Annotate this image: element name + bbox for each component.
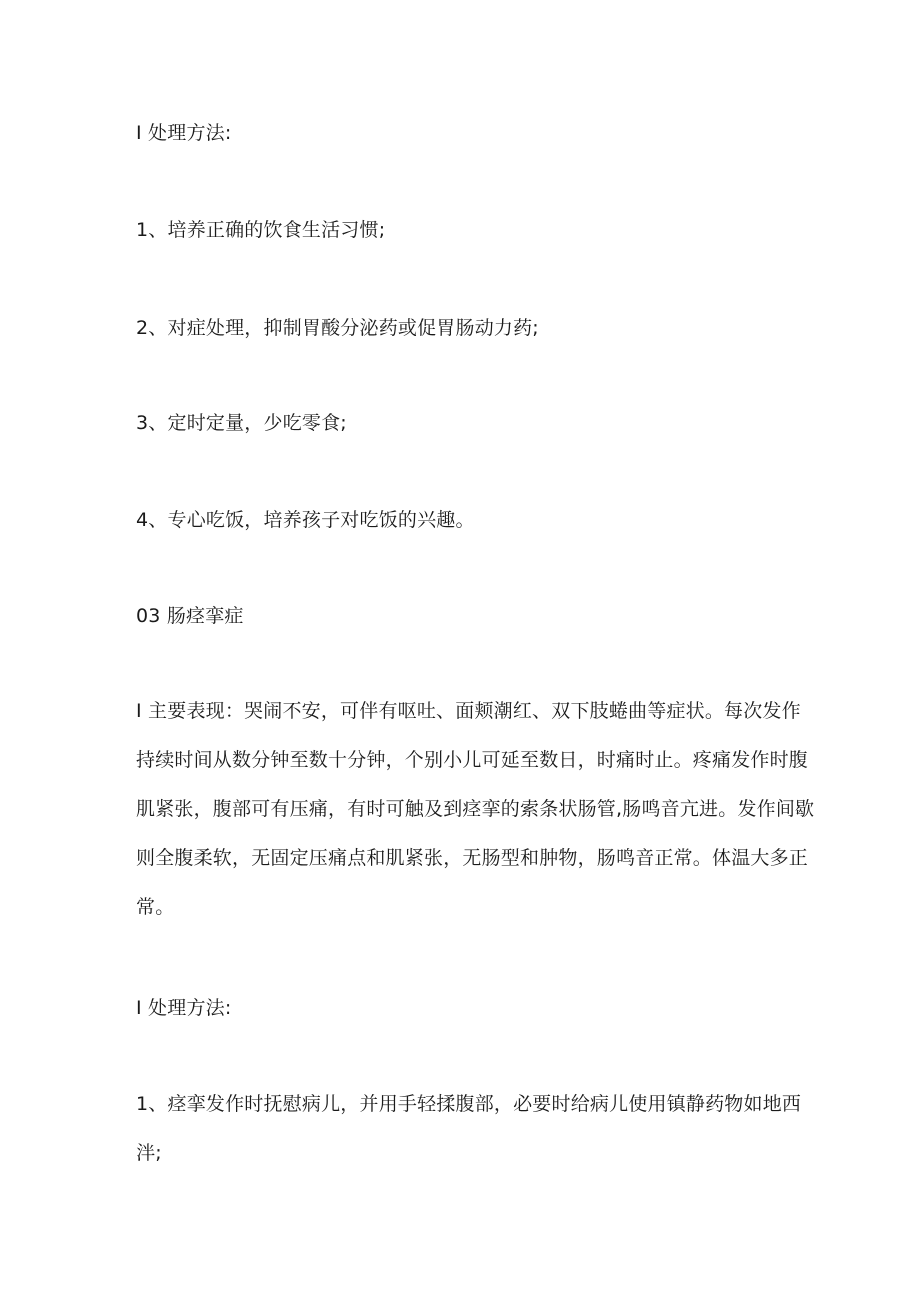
- method-2-item-1: [136, 1080, 802, 1178]
- paragraph-line: 则全腹柔软，无固定压痛点和肌紧张，无肠型和肿物，肠鸣音正常。体温大多正: [136, 847, 809, 869]
- method-heading-1: I 处理方法:: [136, 122, 232, 144]
- paragraph-line: 持续时间从数分钟至数十分钟，个别小儿可延至数日，时痛时止。疼痛发作时腹: [136, 749, 809, 771]
- paragraph-line: 泮;: [136, 1142, 162, 1164]
- list-item: 3、定时定量，少吃零食;: [136, 412, 347, 434]
- list-item: 2、对症处理，抑制胃酸分泌药或促胃肠动力药;: [136, 317, 539, 339]
- section-title: 03 肠痉挛症: [136, 605, 244, 627]
- list-item: 1、培养正确的饮食生活习惯;: [136, 219, 386, 241]
- paragraph-line: 1、痉挛发作时抚慰病儿，并用手轻揉腹部，必要时给病儿使用镇静药物如地西: [136, 1093, 802, 1115]
- symptoms-paragraph: [136, 687, 815, 932]
- paragraph-line: 肌紧张，腹部可有压痛，有时可触及到痉挛的索条状肠管,肠鸣音亢进。发作间歇: [136, 798, 815, 820]
- paragraph-line: I 主要表现：哭闹不安，可伴有呕吐、面颊潮红、双下肢蜷曲等症状。每次发作: [136, 700, 801, 722]
- paragraph-line: 常。: [136, 896, 175, 918]
- method-heading-2: I 处理方法:: [136, 997, 232, 1019]
- list-item: 4、专心吃饭，培养孩子对吃饭的兴趣。: [136, 509, 475, 531]
